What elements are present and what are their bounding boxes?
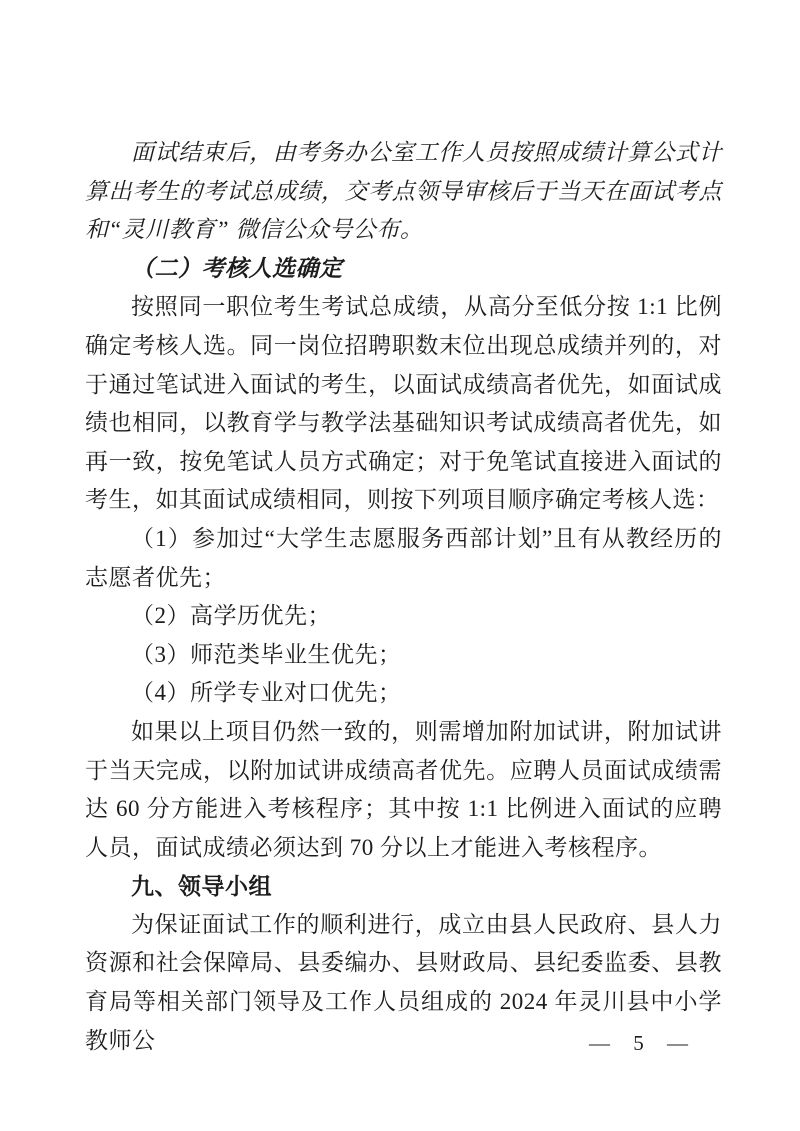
paragraph-interview-results: 面试结束后，由考务办公室工作人员按照成绩计算公式计算出考生的考试总成绩，交考点领导审核后于当天在面试考点和“灵川教育” 微信公众号公布。 bbox=[85, 140, 722, 243]
list-item-priority-3: （3）师范类毕业生优先； bbox=[131, 641, 402, 667]
section-heading-assessment-candidates: （二）考核人选确定 bbox=[131, 255, 343, 281]
list-item-priority-2: （2）高学历优先； bbox=[131, 603, 331, 629]
document-text-block bbox=[85, 134, 722, 1060]
page-number: — 5 — bbox=[589, 1031, 690, 1055]
list-item-priority-4: （4）所学专业对口优先； bbox=[131, 680, 402, 706]
paragraph-selection-rule: 按照同一职位考生考试总成绩，从高分至低分按 1:1 比例确定考核人选。同一岗位招聘职数末位出现总成绩并列的，对于通过笔试进入面试的考生，以面试成绩高者优先，如面试成绩也相同，以教育学与教学法基础知识考试成绩高者优先，如再一致，按免笔试人员方式确定；对于免笔试直接进入面试的考生，如其面试成绩相同，则按下列项目顺序确定考核人选： bbox=[85, 294, 722, 513]
paragraph-leadership-group: 为保证面试工作的顺利进行，成立由县人民政府、县人力资源和社会保障局、县委编办、县财政局、县纪委监委、县教育局等相关部门领导及工作人员组成的 2024 年灵川县中小学教师公 bbox=[85, 911, 722, 1053]
list-item-priority-1: （1）参加过“大学生志愿服务西部计划”且有从教经历的志愿者优先； bbox=[85, 525, 722, 590]
section-heading-leadership-group: 九、领导小组 bbox=[131, 873, 272, 900]
paragraph-tiebreak-rule: 如果以上项目仍然一致的，则需增加附加试讲，附加试讲于当天完成，以附加试讲成绩高者优先。应聘人员面试成绩需达 60 分方能进入考核程序；其中按 1:1 比例进入面试的应聘人员，面试成绩必须达到 70 分以上才能进入考核程序。 bbox=[85, 718, 722, 860]
